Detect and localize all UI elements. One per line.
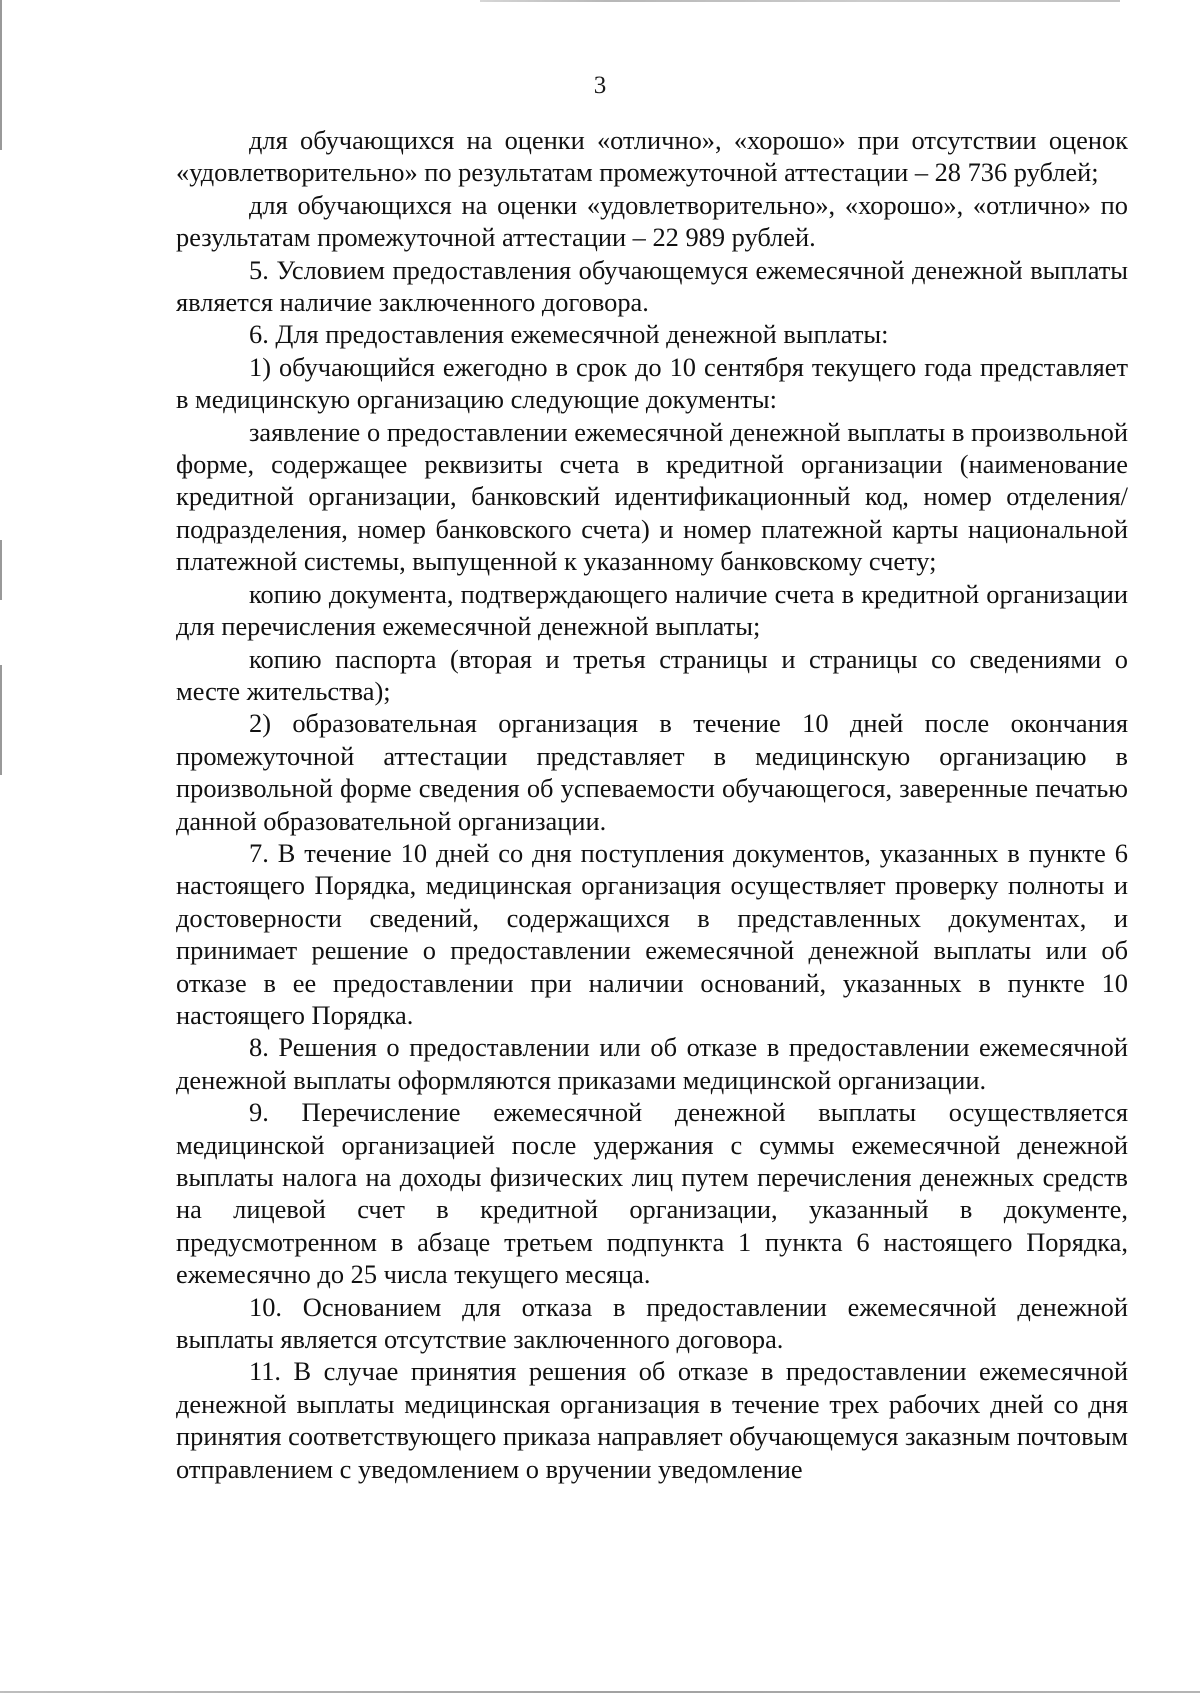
- paragraph: 9. Перечисление ежемесячной денежной выплаты осуществляется медицинской организацией после удержания с суммы ежемесячной денежной выплаты налога на доходы физических лиц путем перечисления денежных средств на лицевой счет в кредитной организации, указанный в документе, предусмотренном в абзаце третьем подпункта 1 пункта 6 настоящего Порядка, ежемесячно до 25 числа текущего месяца.: [176, 1097, 1128, 1290]
- paragraph: 10. Основанием для отказа в предоставлении ежемесячной денежной выплаты является отсутствие заключенного договора.: [176, 1291, 1128, 1355]
- page-number: 3: [593, 72, 607, 99]
- document-body: [176, 124, 1128, 1485]
- scan-edge-left: [0, 540, 2, 600]
- scan-edge-left: [0, 665, 2, 775]
- paragraph: 7. В течение 10 дней со дня поступления документов, указанных в пункте 6 настоящего Порядка, медицинская организация осуществляет проверку полноты и достоверности сведений, содержащихся в представленных документах, и принимает решение о предоставлении ежемесячной денежной выплаты или об отказе в ее предоставлении при наличии оснований, указанных в пункте 10 настоящего Порядка.: [176, 837, 1128, 1030]
- paragraph: 6. Для предоставления ежемесячной денежной выплаты:: [249, 319, 889, 350]
- paragraph: 8. Решения о предоставлении или об отказе в предоставлении ежемесячной денежной выплаты оформляются приказами медицинской организации.: [176, 1032, 1128, 1095]
- paragraph: для обучающихся на оценки «отлично», «хорошо» при отсутствии оценок «удовлетворительно» по результатам промежуточной аттестации – 28 736 рублей;: [176, 125, 1128, 188]
- scan-edge-bottom: [0, 1691, 1200, 1693]
- paragraph: 11. В случае принятия решения об отказе в предоставлении ежемесячной денежной выплаты медицинская организация в течение трех рабочих дней со дня принятия соответствующего приказа направляет обучающемуся заказным почтовым отправлением с уведомлением о вручении уведомление: [176, 1356, 1128, 1484]
- paragraph: заявление о предоставлении ежемесячной денежной выплаты в произвольной форме, содержащее реквизиты счета в кредитной организации (наименование кредитной организации, банковский идентификационный код, номер отделения/подразделения, номер банковского счета) и номер платежной карты национальной платежной системы, выпущенной к указанному банковскому счету;: [176, 416, 1128, 577]
- scan-edge-top: [480, 0, 1120, 2]
- paragraph: 1) обучающийся ежегодно в срок до 10 сентября текущего года представляет в медицинскую организацию следующие документы:: [176, 351, 1128, 415]
- paragraph: копию паспорта (вторая и третья страницы и страницы со сведениями о месте жительства);: [176, 643, 1128, 706]
- paragraph: 2) образовательная организация в течение 10 дней после окончания промежуточной аттестации представляет в медицинскую организацию в произвольной форме сведения об успеваемости обучающегося, заверенные печатью данной образовательной организации.: [176, 708, 1128, 836]
- paragraph: для обучающихся на оценки «удовлетворительно», «хорошо», «отлично» по результатам промежуточной аттестации – 22 989 рублей.: [176, 189, 1128, 253]
- paragraph: 5. Условием предоставления обучающемуся ежемесячной денежной выплаты является наличие заключенного договора.: [176, 254, 1128, 318]
- paragraph: копию документа, подтверждающего наличие счета в кредитной организации для перечисления ежемесячной денежной выплаты;: [176, 578, 1128, 642]
